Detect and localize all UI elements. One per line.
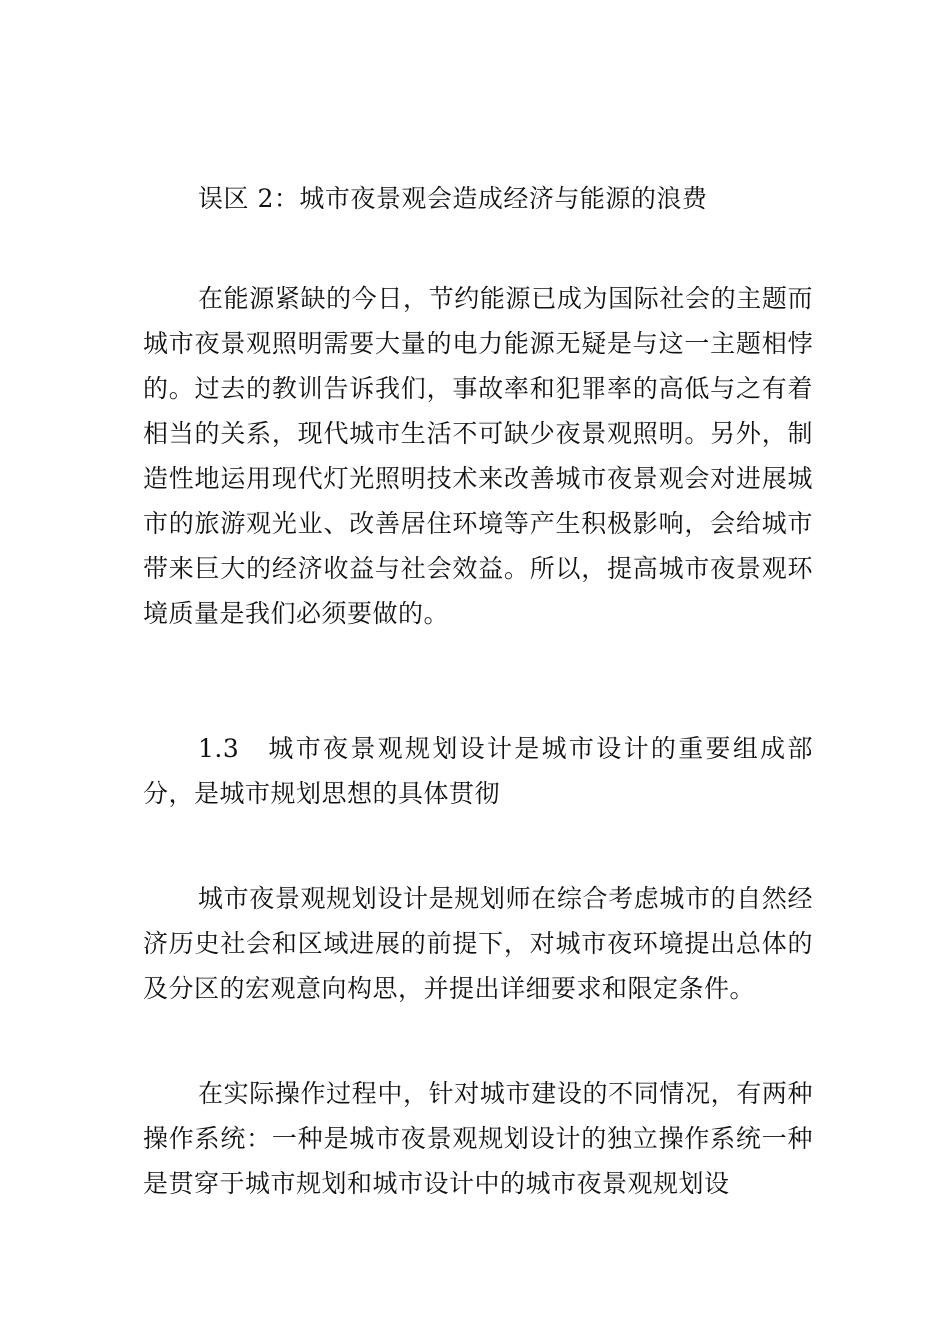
planning-design-paragraph: 城市夜景观规划设计是规划师在综合考虑城市的自然经济历史社会和区域进展的前提下，对城市夜环境提出总体的及分区的宏观意向构思，并提出详细要求和限定条件。 bbox=[143, 884, 813, 1003]
myth-2-heading: 误区 2：城市夜景观会造成经济与能源的浪费 bbox=[198, 184, 708, 213]
section-1-3-heading: 1.3 城市夜景观规划设计是城市设计的重要组成部分，是城市规划思想的具体贯彻 bbox=[143, 734, 813, 808]
operation-systems-paragraph: 在实际操作过程中，针对城市建设的不同情况，有两种操作系统：一种是城市夜景观规划设计的独立操作系统一种是贯穿于城市规划和城市设计中的城市夜景观规划设 bbox=[143, 1079, 813, 1198]
energy-paragraph: 在能源紧缺的今日，节约能源已成为国际社会的主题而城市夜景观照明需要大量的电力能源无疑是与这一主题相悖的。过去的教训告诉我们，事故率和犯罪率的高低与之有着相当的关系，现代城市生活不可缺少夜景观照明。另外，制造性地运用现代灯光照明技术来改善城市夜景观会对进展城市的旅游观光业、改善居住环境等产生积极影响，会给城市带来巨大的经济收益与社会效益。所以，提高城市夜景观环境质量是我们必须要做的。 bbox=[143, 284, 813, 628]
